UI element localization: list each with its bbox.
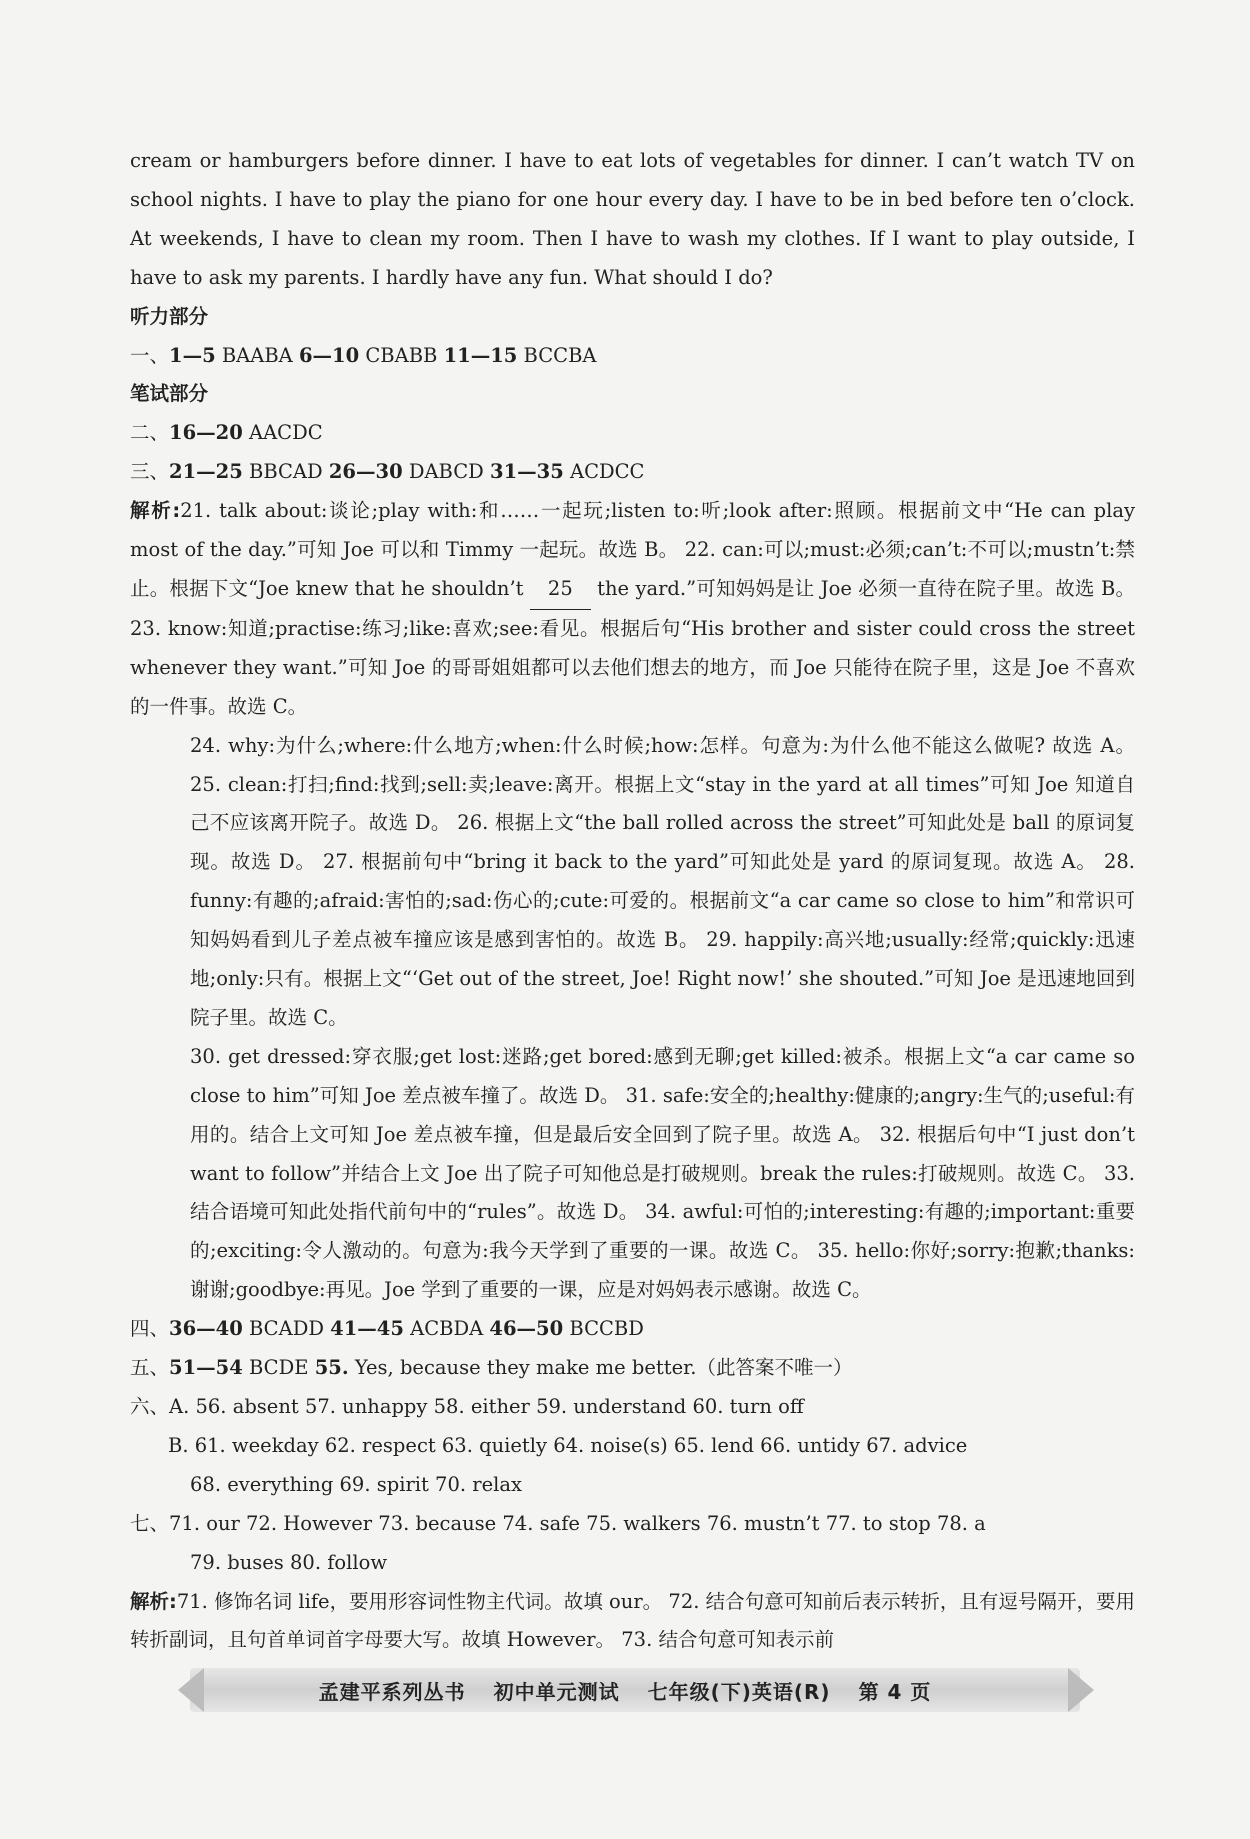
listening-heading: 听力部分 [130,304,209,328]
footer-book: 初中单元测试 [493,1679,620,1704]
footer-series: 孟建平系列丛书 [318,1679,466,1704]
section-four-answers: 四、36—40 BCADD 41—45 ACBDA 46—50 BCCBD [130,1317,644,1341]
passage-text: cream or hamburgers before dinner. I have to eat lots of vegetables for dinner. I can’t watch TV on school nights. I have to play the piano for one hour every day. I have to be in bed before ten o’clock. At weekends, I have to clean my room. Then I have to wash my clothes. If I want to play outside, I have to ask my parents. I hardly have any fun. What should I do? [130,149,1135,289]
section-three-answers: 三、21—25 BBCAD 26—30 DABCD 31—35 ACDCC [130,460,645,484]
section-seven-line1: 七、71. our 72. However 73. because 74. safe 75. walkers 76. mustn’t 77. to stop 78. a [130,1511,986,1535]
analysis-one-part3: 30. get dressed:穿衣服;get lost:迷路;get bored:感到无聊;get killed:被杀。根据上文“a car came so close to him”可知 Joe 差点被车撞了。故选 D。 31. safe:安全的;healthy:健康的;angry:生气的;useful:有用的。结合上文可知 Joe 差点被车撞，但是最后安全回到了院子里。故选 A。 32. 根据后句中“I just don’t want to follow”并结合上文 Joe 出了院子可知他总是打破规则。break the rules:打破规则。故选 C。 33. 结合语境可知此处指代前句中的“rules”。故选 D。 34. awful:可怕的;interesting:有趣的;important:重要的;exciting:令人激动的。句意为:我今天学到了重要的一课。故选 C。 35. hello:你好;sorry:抱歉;thanks:谢谢;goodbye:再见。Joe 学到了重要的一课，应是对妈妈表示感谢。故选 C。 [190,1044,1135,1302]
analysis-one: 解析:21. talk about:谈论;play with:和……一起玩;listen to:听;look after:照顾。根据前文中“He can play most of the day.”可知 Joe 可以和 Timmy 一起玩。故选 B。 22. can:可以;must:必须;can’t:不可以;mustn’t:禁止。根据下文“Joe knew that he shouldn’t 25 the yard.”可知妈妈是让 Joe 必须一直待在院子里。故选 B。 23. know:知道;practise:练习;like:喜欢;see:看见。根据后句“His brother and sister could cross the street whenever they want.”可知 Joe 的哥哥姐姐都可以去他们想去的地方，而 Joe 只能待在院子里，这是 Joe 不喜欢的一件事。故选 C。 [130,499,1135,718]
section-seven-line2: 79. buses 80. follow [190,1550,388,1574]
chevron-left-icon [178,1668,204,1712]
blank-25: 25 [530,570,591,610]
chevron-right-icon [1068,1668,1094,1712]
listening-answers: 一、1—5 BAABA 6—10 CBABB 11—15 BCCBA [130,343,597,367]
document-body [130,142,1135,1660]
analysis-one-part2: 24. why:为什么;where:什么地方;when:什么时候;how:怎样。句意为:为什么他不能这么做呢? 故选 A。 25. clean:打扫;find:找到;sell:卖;leave:离开。根据上文“stay in the yard at all times”可知 Joe 知道自己不应该离开院子。故选 D。 26. 根据上文“the ball rolled across the street”可知此处是 ball 的原词复现。故选 D。 27. 根据前句中“bring it back to the yard”可知此处是 yard 的原词复现。故选 A。 28. funny:有趣的;afraid:害怕的;sad:伤心的;cute:可爱的。根据前文“a car came so close to him”和常识可知妈妈看到儿子差点被车撞应该是感到害怕的。故选 B。 29. happily:高兴地;usually:经常;quickly:迅速地;only:只有。根据上文“‘Get out of the street, Joe! Right now!’ she shouted.”可知 Joe 是迅速地回到院子里。故选 C。 [190,733,1135,1029]
footer-page-number: 第 4 页 [858,1679,932,1704]
footer-grade: 七年级(下)英语(R) [647,1679,831,1704]
section-six-a: 六、A. 56. absent 57. unhappy 58. either 59. understand 60. turn off [130,1395,804,1418]
section-two-answers: 二、16—20 AACDC [130,421,323,445]
analysis-two: 解析:71. 修饰名词 life，要用形容词性物主代词。故填 our。 72. 结合句意可知前后表示转折，且有逗号隔开，要用转折副词，且句首单词首字母要大写。故填 However。 73. 结合句意可知表示前 [130,1589,1135,1652]
written-heading: 笔试部分 [130,382,209,406]
section-six-b-line1: B. 61. weekday 62. respect 63. quietly 64. noise(s) 65. lend 66. untidy 67. advice [168,1433,968,1457]
section-five-answers: 五、51—54 BCDE 55. Yes, because they make me better.（此答案不唯一） [130,1356,853,1380]
footer-text [319,1676,932,1705]
page-footer [0,1660,1250,1720]
section-six-b-line2: 68. everything 69. spirit 70. relax [190,1472,522,1496]
